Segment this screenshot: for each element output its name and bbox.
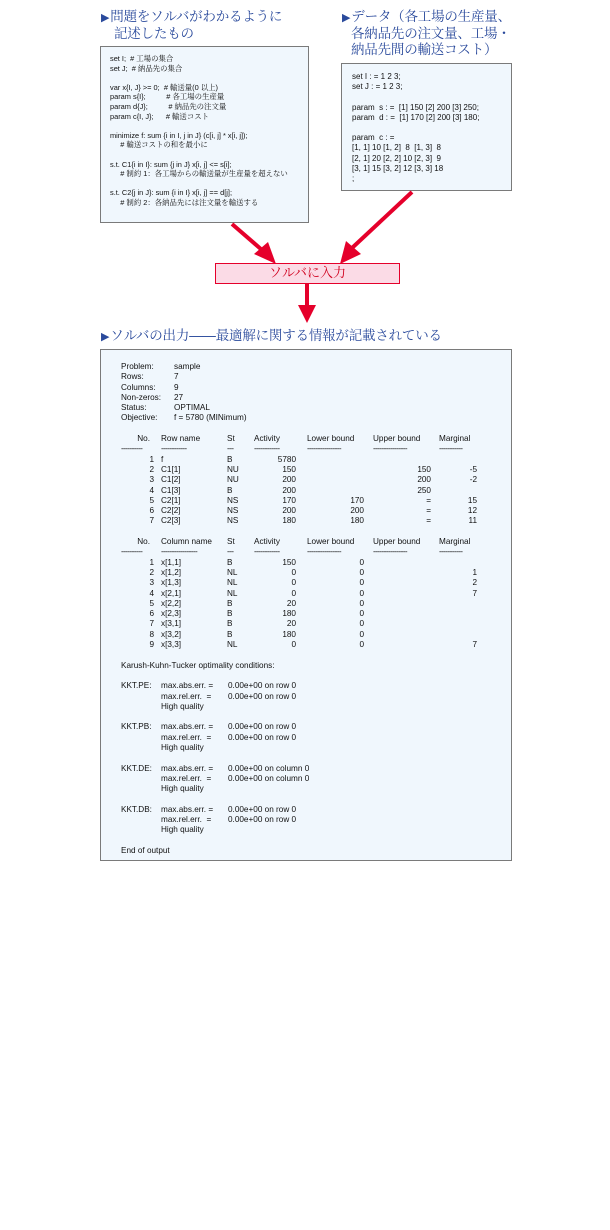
columns-table-row [121, 558, 511, 568]
columns-table-cell: NL [227, 578, 238, 588]
columns-table-divider: ------------ [254, 547, 280, 557]
rows-table-divider-row [121, 444, 511, 454]
columns-table-cell: NL [227, 640, 238, 650]
kkt-rel-label: max.rel.err. = [161, 773, 212, 783]
data-heading-line3: 納品先間の輸送コスト） [351, 42, 498, 58]
columns-table-cell: 7 [149, 619, 154, 629]
summary-row [121, 362, 511, 372]
model-code-line: # 制約 1：各工場からの輸送量が生産量を超えない [110, 169, 288, 179]
columns-table-header-row [121, 537, 511, 547]
spacer [121, 527, 511, 537]
model-code-line: s.t. C1{i in I}: sum {j in J} x[i, j] <= s[i]; [110, 159, 232, 169]
columns-table-cell: NL [227, 567, 238, 577]
columns-table-cell: 0 [291, 588, 296, 598]
columns-table-row [121, 630, 511, 640]
columns-table-cell: B [227, 557, 233, 567]
columns-table-row [121, 578, 511, 588]
triangle-bullet-icon: ▶ [101, 330, 110, 343]
columns-table-cell: 2 [149, 567, 154, 577]
rows-table-row [121, 516, 511, 526]
kkt-quality-row [121, 784, 511, 794]
columns-table-cell: B [227, 629, 233, 639]
columns-table-cell: 0 [359, 557, 364, 567]
columns-table-header-cell: Upper bound [373, 537, 421, 547]
data-code-line: [1, 1] 10 [1, 2] 8 [1, 3] 8 [352, 143, 441, 153]
rows-table-cell: 200 [282, 506, 296, 516]
rows-table-header-row [121, 434, 511, 444]
rows-table-row [121, 475, 511, 485]
rows-table-cell: 5780 [277, 454, 296, 464]
kkt-rel-value: 0.00e+00 on row 0 [228, 732, 297, 742]
spacer [121, 794, 511, 804]
rows-table-row [121, 496, 511, 506]
data-code-line: param s : = [1] 150 [2] 200 [3] 250; [352, 102, 479, 112]
kkt-abs-row [121, 764, 511, 774]
solver-input-box: ソルバに入力 [215, 263, 400, 284]
summary-key: Columns: [121, 382, 156, 392]
kkt-title [121, 661, 511, 671]
output-heading-text: ソルバの出力――最適解に関する情報が記載されている [110, 328, 442, 344]
columns-table-row [121, 599, 511, 609]
columns-table-cell: 3 [149, 578, 154, 588]
columns-table-cell: 8 [149, 629, 154, 639]
rows-table-divider: ---------------- [373, 444, 408, 454]
rows-table-cell: 11 [468, 516, 477, 526]
columns-table-cell: 5 [149, 598, 154, 608]
rows-table-cell: 200 [282, 485, 296, 495]
summary-row [121, 372, 511, 382]
rows-table-cell: 6 [149, 506, 154, 516]
rows-table-cell: C2[1] [161, 495, 181, 505]
rows-table-cell: 15 [467, 495, 477, 505]
rows-table-divider: ------------ [254, 444, 280, 454]
columns-table-divider-row [121, 547, 511, 557]
kkt-abs-value: 0.00e+00 on row 0 [228, 681, 297, 691]
rows-table-divider: ----------- [439, 444, 463, 454]
rows-table-cell: = [426, 506, 431, 516]
columns-table-cell: 0 [291, 567, 296, 577]
kkt-quality: High quality [161, 784, 204, 794]
kkt-abs-row [121, 805, 511, 815]
spacer [121, 836, 511, 846]
columns-table-divider: ---------------- [373, 547, 408, 557]
columns-table-cell: 20 [286, 598, 296, 608]
kkt-rel-value: 0.00e+00 on row 0 [228, 691, 297, 701]
rows-table-header-cell: Activity [254, 434, 280, 444]
rows-table-cell: C2[2] [161, 506, 181, 516]
columns-table-cell: B [227, 609, 233, 619]
data-code-box [341, 63, 512, 191]
summary-value: 7 [174, 372, 179, 382]
data-code-line: [3, 1] 15 [3, 2] 12 [3, 3] 18 [352, 163, 444, 173]
columns-table-header-cell: Column name [161, 537, 212, 547]
summary-key: Objective: [121, 413, 158, 423]
columns-table-cell: x[3,3] [161, 640, 182, 650]
rows-table-row [121, 486, 511, 496]
model-code-line [110, 73, 308, 83]
kkt-title-text: Karush-Kuhn-Tucker optimality conditions: [121, 660, 275, 670]
rows-table-cell: C2[3] [161, 516, 181, 526]
kkt-abs-row [121, 722, 511, 732]
data-code-line: [2, 1] 20 [2, 2] 10 [2, 3] 9 [352, 153, 441, 163]
rows-table-cell: 7 [149, 516, 154, 526]
kkt-rel-value: 0.00e+00 on column 0 [228, 773, 310, 783]
model-heading-line2: 記述したもの [114, 26, 194, 42]
model-code [110, 54, 308, 208]
rows-table-cell: 1 [149, 454, 154, 464]
data-code-line: ; [352, 173, 355, 183]
columns-table-cell: 0 [359, 598, 364, 608]
columns-table-divider: ---------------- [307, 547, 342, 557]
summary-row [121, 403, 511, 413]
columns-table-divider: ----------------- [161, 547, 198, 557]
kkt-abs-label: max.abs.err. = [161, 722, 214, 732]
columns-table-divider: ----------- [439, 547, 463, 557]
model-code-line: set J; # 納品先の集合 [110, 63, 183, 73]
columns-table-cell: x[1,2] [161, 567, 182, 577]
columns-table-cell: x[2,3] [161, 609, 182, 619]
model-code-line: minimize f: sum {i in I, j in J} (c[i, j] * x[i, j]); [110, 130, 248, 140]
triangle-bullet-icon: ▶ [101, 11, 110, 24]
end-of-output: End of output [121, 845, 170, 855]
rows-table-cell: B [227, 454, 233, 464]
model-code-line: s.t. C2{j in J}: sum {i in I} x[i, j] == d[j]; [110, 188, 232, 198]
data-code-line: param d : = [1] 170 [2] 200 [3] 180; [352, 112, 480, 122]
model-code-box [100, 46, 309, 223]
spacer [121, 671, 511, 681]
kkt-abs-value: 0.00e+00 on row 0 [228, 804, 297, 814]
data-code-line: param c : = [352, 133, 395, 143]
rows-table-cell: 200 [417, 475, 431, 485]
columns-table-cell: 4 [149, 588, 154, 598]
columns-table-row [121, 619, 511, 629]
columns-table-cell: 150 [282, 557, 296, 567]
rows-table-row [121, 506, 511, 516]
kkt-label: KKT.DE: [121, 763, 152, 773]
model-code-line [110, 179, 308, 189]
rows-table-cell: = [426, 495, 431, 505]
kkt-rel-label: max.rel.err. = [161, 815, 212, 825]
model-code-line [110, 150, 308, 160]
rows-table-cell: 200 [282, 475, 296, 485]
columns-table-cell: 0 [359, 619, 364, 629]
model-code-line: # 輸送コストの和を最小に [110, 140, 208, 150]
columns-table-cell: 0 [359, 578, 364, 588]
summary-value: 27 [174, 392, 184, 402]
columns-table-cell: x[2,2] [161, 598, 182, 608]
model-heading [101, 9, 282, 42]
summary-key: Rows: [121, 372, 144, 382]
rows-table-cell: NS [227, 495, 239, 505]
columns-table-cell: x[3,2] [161, 629, 182, 639]
rows-table-cell: 12 [467, 506, 477, 516]
columns-table-cell: 6 [149, 609, 154, 619]
columns-table-cell: 0 [359, 567, 364, 577]
columns-table-cell: 180 [282, 609, 296, 619]
summary-key: Status: [121, 403, 147, 413]
kkt-label: KKT.DB: [121, 804, 152, 814]
kkt-rel-label: max.rel.err. = [161, 691, 212, 701]
data-heading [342, 9, 511, 58]
columns-table-cell: 7 [472, 640, 477, 650]
model-code-line: param c{I, J}; # 輸送コスト [110, 111, 209, 121]
kkt-abs-label: max.abs.err. = [161, 763, 214, 773]
model-code-line: # 制約 2：各納品先には注文量を輸送する [110, 197, 259, 207]
data-heading-line1: データ（各工場の生産量、 [351, 9, 511, 25]
summary-row [121, 413, 511, 423]
rows-table-cell: NU [227, 475, 239, 485]
model-heading-line1: 問題をソルバがわかるように [110, 9, 283, 25]
model-code-line: param s{I}; # 各工場の生産量 [110, 92, 225, 102]
kkt-abs-value: 0.00e+00 on row 0 [228, 722, 297, 732]
rows-table-header-cell: Upper bound [373, 434, 421, 444]
columns-table-cell: x[1,3] [161, 578, 182, 588]
data-code [352, 72, 511, 184]
rows-table-cell: 150 [282, 464, 296, 474]
rows-table-header-cell: No. [137, 434, 150, 444]
arrow-model-to-solver [232, 224, 276, 264]
columns-table-cell: 2 [472, 578, 477, 588]
rows-table-divider: ------------ [161, 444, 187, 454]
rows-table-cell: 250 [417, 485, 431, 495]
spacer [121, 650, 511, 660]
summary-row [121, 383, 511, 393]
rows-table-divider: ---------- [121, 444, 143, 454]
triangle-bullet-icon: ▶ [342, 11, 351, 24]
spacer [121, 753, 511, 763]
columns-table-header-cell: Activity [254, 537, 280, 547]
kkt-rel-row [121, 774, 511, 784]
columns-table-cell: 0 [359, 609, 364, 619]
rows-table-cell: NS [227, 516, 239, 526]
columns-table-cell: 20 [286, 619, 296, 629]
kkt-quality: High quality [161, 742, 204, 752]
columns-table-divider: ---------- [121, 547, 143, 557]
rows-table-cell: NS [227, 506, 239, 516]
summary-value: f = 5780 (MINimum) [174, 413, 247, 423]
kkt-rel-row [121, 692, 511, 702]
rows-table-header-cell: Row name [161, 434, 201, 444]
arrow-solver-to-output [298, 284, 316, 323]
columns-table-cell: B [227, 598, 233, 608]
arrow-data-to-solver [340, 192, 412, 264]
model-code-line: var x{I, J} >= 0; # 輸送量(0 以上) [110, 82, 219, 92]
columns-table-cell: x[2,1] [161, 588, 182, 598]
rows-table-cell: 200 [350, 506, 364, 516]
kkt-rel-label: max.rel.err. = [161, 732, 212, 742]
columns-table-header-cell: Marginal [439, 537, 471, 547]
data-code-line [352, 123, 511, 133]
kkt-quality: High quality [161, 701, 204, 711]
rows-table-header-cell: Marginal [439, 434, 471, 444]
rows-table-cell: -2 [469, 475, 477, 485]
summary-key: Non-zeros: [121, 392, 162, 402]
rows-table-cell: 3 [149, 475, 154, 485]
columns-table-cell: 1 [149, 557, 154, 567]
spacer [121, 712, 511, 722]
rows-table-cell: = [426, 516, 431, 526]
model-code-line [110, 121, 308, 131]
rows-table-cell: 180 [350, 516, 364, 526]
columns-table-cell: 0 [359, 588, 364, 598]
columns-table-row [121, 568, 511, 578]
summary-row [121, 393, 511, 403]
rows-table-cell: 5 [149, 495, 154, 505]
data-heading-line2: 各納品先の注文量、工場・ [351, 26, 511, 42]
rows-table-cell: 2 [149, 464, 154, 474]
rows-table-row [121, 455, 511, 465]
summary-value: 9 [174, 382, 179, 392]
kkt-rel-row [121, 815, 511, 825]
kkt-quality-row [121, 702, 511, 712]
columns-table-cell: x[3,1] [161, 619, 182, 629]
columns-table-cell: x[1,1] [161, 557, 182, 567]
data-code-line: set I : = 1 2 3; [352, 72, 401, 81]
rows-table-header-cell: St [227, 434, 235, 444]
columns-table-cell: 9 [149, 640, 154, 650]
kkt-quality-row [121, 743, 511, 753]
columns-table-cell: 0 [291, 578, 296, 588]
model-code-line: param d{J}; # 納品先の注文量 [110, 101, 227, 111]
columns-table-cell: 1 [472, 567, 477, 577]
rows-table-cell: 150 [417, 464, 431, 474]
columns-table-cell: B [227, 619, 233, 629]
rows-table-cell: C1[2] [161, 475, 181, 485]
rows-table-cell: 4 [149, 485, 154, 495]
columns-table-header-cell: No. [137, 537, 150, 547]
columns-table-cell: 7 [472, 588, 477, 598]
spacer [121, 424, 511, 434]
rows-table-cell: -5 [469, 464, 477, 474]
end-row [121, 846, 511, 856]
data-code-line: set J : = 1 2 3; [352, 82, 403, 92]
kkt-rel-value: 0.00e+00 on row 0 [228, 815, 297, 825]
kkt-label: KKT.PB: [121, 722, 152, 732]
kkt-abs-label: max.abs.err. = [161, 681, 214, 691]
summary-key: Problem: [121, 362, 154, 371]
kkt-abs-value: 0.00e+00 on column 0 [228, 763, 310, 773]
columns-table-cell: 180 [282, 629, 296, 639]
solver-output [121, 362, 511, 856]
rows-table-cell: C1[1] [161, 464, 181, 474]
summary-value: sample [174, 362, 201, 371]
columns-table-row [121, 640, 511, 650]
columns-table-cell: 0 [359, 640, 364, 650]
kkt-rel-row [121, 733, 511, 743]
columns-table-header-cell: Lower bound [307, 537, 355, 547]
columns-table-row [121, 589, 511, 599]
columns-table-divider: --- [227, 547, 234, 557]
columns-table-row [121, 609, 511, 619]
rows-table-row [121, 465, 511, 475]
rows-table-divider: --- [227, 444, 234, 454]
data-code-line [352, 92, 511, 102]
kkt-abs-row [121, 681, 511, 691]
rows-table-cell: 180 [282, 516, 296, 526]
rows-table-cell: NU [227, 464, 239, 474]
columns-table-header-cell: St [227, 537, 235, 547]
kkt-label: KKT.PE: [121, 681, 152, 691]
rows-table-cell: f [161, 454, 164, 464]
solver-output-box [100, 349, 512, 861]
kkt-quality: High quality [161, 825, 204, 835]
rows-table-cell: B [227, 485, 233, 495]
kkt-abs-label: max.abs.err. = [161, 804, 214, 814]
summary-value: OPTIMAL [174, 403, 210, 413]
rows-table-cell: 170 [350, 495, 364, 505]
output-heading [101, 328, 442, 345]
columns-table-cell: 0 [359, 629, 364, 639]
columns-table-cell: NL [227, 588, 238, 598]
rows-table-header-cell: Lower bound [307, 434, 355, 444]
rows-table-cell: 170 [282, 495, 296, 505]
columns-table-cell: 0 [291, 640, 296, 650]
model-code-line: set I; # 工場の集合 [110, 54, 174, 63]
rows-table-divider: ---------------- [307, 444, 342, 454]
rows-table-cell: C1[3] [161, 485, 181, 495]
kkt-quality-row [121, 825, 511, 835]
